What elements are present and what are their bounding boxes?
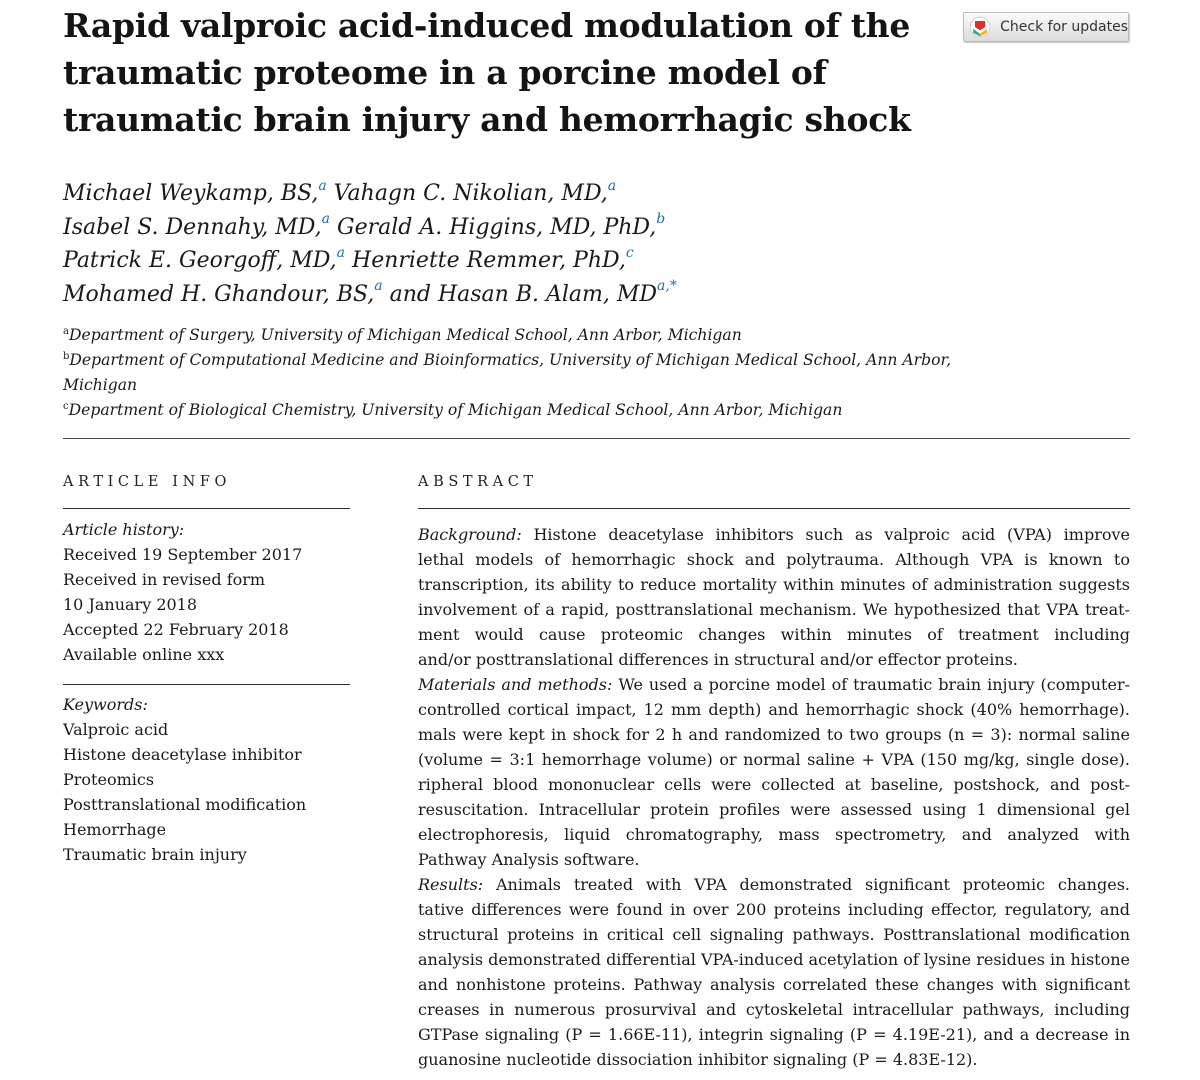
abstract-line	[418, 1047, 1130, 1072]
affiliation	[63, 398, 963, 423]
author-list	[63, 177, 963, 311]
abstract-line	[418, 522, 1130, 547]
article-history	[63, 517, 353, 667]
title-line: Rapid valproic acid-induced modulation of the	[63, 6, 911, 45]
abstract-line	[418, 547, 1130, 572]
abstract-section-label: Results:	[418, 875, 484, 894]
affiliation-marker[interactable]: c	[625, 244, 634, 261]
author-name: Michael Weykamp, BS,	[63, 181, 319, 206]
history-item: Received in revised form	[63, 570, 266, 589]
abstract-line	[418, 672, 1130, 697]
history-item: Received 19 September 2017	[63, 545, 303, 564]
affiliation-text: Michigan	[63, 376, 138, 394]
abstract-line	[418, 822, 1130, 847]
keyword: Histone deacetylase inhibitor	[63, 745, 302, 764]
abstract-text: (volume = 3:1 hemorrhage volume) or normal saline + VPA (150 mg/kg, single dose).	[418, 750, 1130, 769]
abstract-text: electrophoresis, liquid chromatography, mass spectrometry, and analyzed with	[418, 825, 1130, 844]
author-line	[63, 177, 963, 211]
affiliation-text: Department of Computational Medicine and Bioinformatics, University of Michigan Medical School, Ann Arbor,	[69, 351, 952, 369]
abstract-line	[418, 797, 1130, 822]
abstract-line	[418, 772, 1130, 797]
crossmark-icon	[969, 14, 991, 40]
abstract-line	[418, 947, 1130, 972]
check-for-updates-label: Check for updates	[1000, 19, 1128, 35]
affiliation-mark: c	[63, 400, 69, 412]
history-item: 10 January 2018	[63, 595, 198, 614]
abstract-body	[418, 522, 1130, 1072]
abstract-text: involvement of a rapid, posttranslational mechanism. We hypothesized that VPA treat-	[418, 600, 1130, 619]
title-line: traumatic proteome in a porcine model of	[63, 53, 827, 92]
abstract-text: structural proteins in critical cell signaling pathways. Posttranslational modification	[418, 925, 1130, 944]
abstract-line	[418, 572, 1130, 597]
abstract-line	[418, 1022, 1130, 1047]
abstract-text: Histone deacetylase inhibitors such as valproic acid (VPA) improve	[533, 525, 1130, 544]
abstract-text: ment would cause proteomic changes within minutes of treatment including	[418, 625, 1130, 644]
abstract-text: transcription, its ability to reduce mortality within minutes of administration suggests	[418, 575, 1130, 594]
author-name: Henriette Remmer, PhD,	[345, 248, 626, 273]
abstract-text: mals were kept in shock for 2 h and randomized to two groups (n = 3): normal saline	[418, 725, 1130, 744]
author-name: Mohamed H. Ghandour, BS,	[63, 281, 375, 307]
keyword: Proteomics	[63, 770, 155, 789]
abstract-line	[418, 847, 1130, 872]
history-item: Accepted 22 February 2018	[63, 620, 289, 639]
affiliation-text: Department of Surgery, University of Michigan Medical School, Ann Arbor, Michigan	[68, 326, 742, 344]
affiliation-marker[interactable]: a,*	[657, 278, 677, 295]
affiliation	[63, 323, 963, 348]
abstract-text: and/or posttranslational differences in structural and/or effector proteins.	[418, 650, 1018, 669]
author-name: Patrick E. Georgoff, MD,	[63, 248, 337, 273]
affiliation-list	[63, 323, 963, 423]
article-history-label: Article history:	[63, 520, 185, 539]
affiliation	[63, 348, 963, 373]
history-item: Available online xxx	[63, 645, 225, 664]
header-divider	[63, 438, 1130, 439]
abstract-text: Pathway Analysis software.	[418, 850, 640, 869]
keywords-divider	[63, 684, 350, 685]
author-line	[63, 278, 963, 312]
author-name: Isabel S. Dennahy, MD,	[63, 214, 322, 240]
abstract-text: resuscitation. Intracellular protein profiles were assessed using 1 dimensional gel	[418, 800, 1130, 819]
affiliation-mark: a	[63, 325, 69, 337]
article-info-heading: ARTICLE INFO	[63, 474, 232, 490]
abstract-text: controlled cortical impact, 12 mm depth) and hemorrhagic shock (40% hemorrhage).	[418, 700, 1130, 719]
abstract-text: guanosine nucleotide dissociation inhibitor signaling (P = 4.83E-12).	[418, 1050, 978, 1069]
abstract-line	[418, 622, 1130, 647]
abstract-divider	[418, 508, 1130, 509]
abstract-line	[418, 922, 1130, 947]
abstract-line	[418, 897, 1130, 922]
abstract-text: GTPase signaling (P = 1.66E-11), integrin signaling (P = 4.19E-21), and a decrease in	[418, 1025, 1130, 1044]
abstract-line	[418, 872, 1130, 897]
abstract-text: analysis demonstrated differential VPA-induced acetylation of lysine residues in histone	[418, 950, 1130, 969]
author-name: Gerald A. Higgins, MD, PhD,	[330, 214, 657, 240]
abstract-text: and nonhistone proteins. Pathway analysis correlated these changes with significant	[418, 975, 1130, 994]
abstract-line	[418, 997, 1130, 1022]
abstract-line	[418, 747, 1130, 772]
affiliation-marker[interactable]: a	[321, 211, 331, 228]
abstract-text: creases in numerous prosurvival and cytoskeletal intracellular pathways, including	[418, 1000, 1130, 1019]
affiliation-marker[interactable]: a	[318, 177, 327, 194]
author-name: Vahagn C. Nikolian, MD,	[326, 181, 608, 206]
abstract-text: tative differences were found in over 200 proteins including effector, regulatory, and	[418, 900, 1130, 919]
abstract-text: ripheral blood mononuclear cells were collected at baseline, postshock, and post-	[418, 775, 1130, 794]
abstract-line	[418, 597, 1130, 622]
abstract-line	[418, 647, 1130, 672]
abstract-text: lethal models of hemorrhagic shock and polytrauma. Although VPA is known to	[418, 550, 1130, 569]
check-for-updates-button[interactable]	[963, 12, 1129, 42]
abstract-section-label: Materials and methods:	[418, 675, 613, 694]
abstract-text: Animals treated with VPA demonstrated significant proteomic changes.	[496, 875, 1130, 894]
abstract-text: We used a porcine model of traumatic brain injury (computer-	[612, 675, 1130, 694]
abstract-heading: ABSTRACT	[418, 474, 538, 490]
affiliation-mark: b	[63, 350, 70, 362]
affiliation-marker[interactable]: a	[336, 244, 346, 261]
abstract-line	[418, 972, 1130, 997]
keywords-label: Keywords:	[63, 695, 148, 714]
affiliation-text: Department of Biological Chemistry, University of Michigan Medical School, Ann Arbor, Michigan	[68, 401, 843, 419]
abstract-section-label: Background:	[418, 525, 522, 544]
article-info-divider	[63, 508, 350, 509]
abstract-line	[418, 697, 1130, 722]
title-line: traumatic brain injury and hemorrhagic shock	[63, 100, 911, 139]
author-line	[63, 244, 963, 278]
article-title	[63, 2, 933, 143]
author-name: and Hasan B. Alam, MD	[382, 281, 658, 307]
affiliation-marker[interactable]: b	[656, 211, 666, 228]
keyword: Traumatic brain injury	[63, 845, 247, 864]
keyword: Valproic acid	[63, 720, 169, 739]
affiliation	[63, 373, 963, 398]
author-line	[63, 211, 963, 245]
keyword: Hemorrhage	[63, 820, 167, 839]
abstract-line	[418, 722, 1130, 747]
keywords	[63, 692, 353, 867]
affiliation-marker[interactable]: a	[607, 177, 617, 194]
affiliation-marker[interactable]: a	[374, 278, 383, 295]
keyword: Posttranslational modification	[63, 795, 307, 814]
